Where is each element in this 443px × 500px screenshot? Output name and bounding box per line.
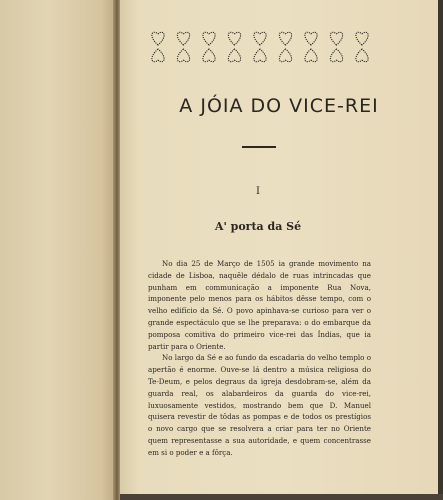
heart-ornament-icon <box>152 32 164 45</box>
heart-ornament-icon <box>305 32 317 45</box>
heart-ornament-icon <box>254 32 266 45</box>
heart-ornament-icon <box>254 49 266 62</box>
page-title: A JÓIA DO VICE-REI <box>179 95 379 117</box>
heart-ornament-icon <box>330 49 342 62</box>
left-page <box>0 0 119 500</box>
heart-garland-ornament-icon <box>148 28 372 66</box>
heart-ornament-icon <box>177 49 189 62</box>
heart-ornament-icon <box>203 49 215 62</box>
heart-ornament-icon <box>356 32 368 45</box>
body-text <box>148 258 371 459</box>
page-edge <box>438 0 443 500</box>
title-divider <box>242 146 276 148</box>
heart-ornament-icon <box>228 49 240 62</box>
heart-ornament-icon <box>330 32 342 45</box>
chapter-title: A' porta da Sé <box>214 220 302 233</box>
heart-ornament-icon <box>356 49 368 62</box>
paragraph: No largo da Sé e ao fundo da escadaria do velho templo o apertão é enorme. Ouve-se lá dentro a música religiosa do Te-Deum, e pelos degraus da igreja desdobram-se, além da guarda real, os alabardeiros da guarda do vice-rei, luxuosamente vestidos, mostrando bem que D. Manuel quisera revestir de tôdas as pompas e de todos os prestígios o novo cargo que se resolvera a criar para ter no Oriente quem representasse a sua autoridade, e quem concentrasse em si o poder e a fôrça. <box>148 353 371 457</box>
heart-ornament-icon <box>305 49 317 62</box>
heart-ornament-icon <box>279 49 291 62</box>
heart-ornament-icon <box>152 49 164 62</box>
page-bottom-edge <box>120 494 443 500</box>
paragraph: No dia 25 de Março de 1505 ia grande movimento na cidade de Lisboa, naquêle dédalo de ruas intrincadas que punham em communicação a imponente Rua Nova, imponente pelo menos para os hábitos dêsse tempo, com o velho edifício da Sé. O povo apinhava-se curioso para ver o grande espectáculo que se lhe preparava: o do embarque da pomposa comitiva do primeiro vice-rei das Índias, que ia partir para o Oriente. <box>148 259 371 351</box>
chapter-number: I <box>256 186 260 197</box>
heart-ornament-icon <box>177 32 189 45</box>
heart-ornament-icon <box>279 32 291 45</box>
heart-ornament-icon <box>203 32 215 45</box>
heart-ornament-icon <box>228 32 240 45</box>
